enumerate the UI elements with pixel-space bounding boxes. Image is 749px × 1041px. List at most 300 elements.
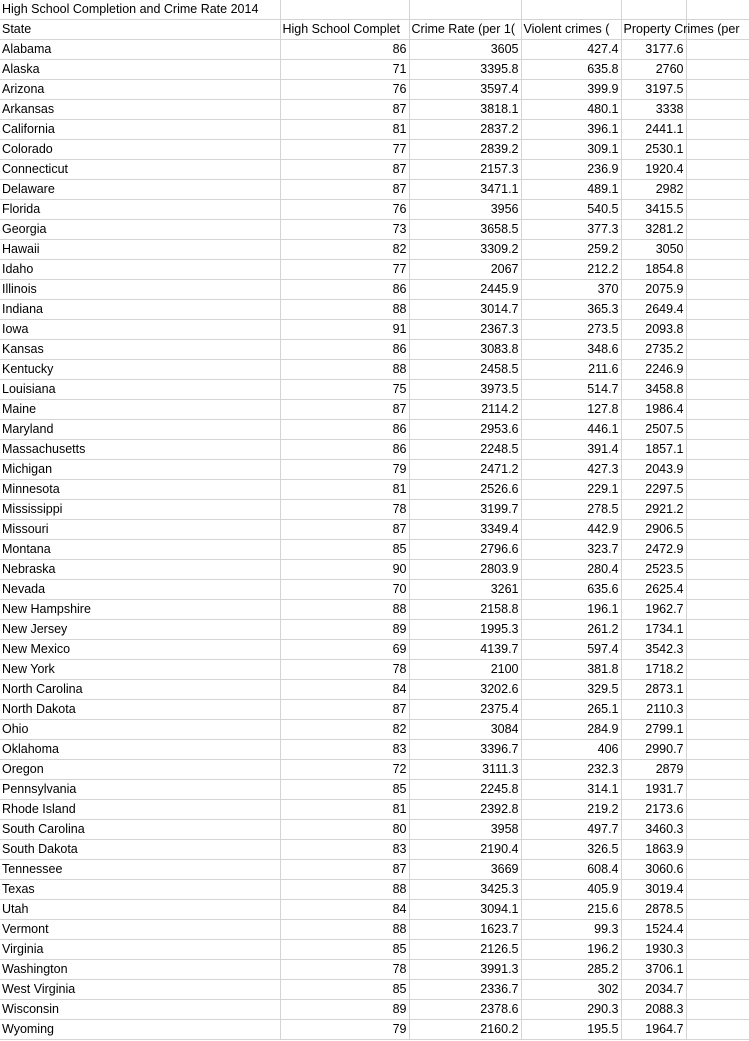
state-cell[interactable]: Texas bbox=[0, 880, 280, 900]
empty-cell[interactable] bbox=[686, 440, 749, 460]
empty-cell[interactable] bbox=[686, 960, 749, 980]
completion-cell[interactable]: 88 bbox=[280, 600, 409, 620]
empty-cell[interactable] bbox=[686, 40, 749, 60]
violent-crimes-cell[interactable]: 365.3 bbox=[521, 300, 621, 320]
state-cell[interactable]: Delaware bbox=[0, 180, 280, 200]
state-cell[interactable]: Rhode Island bbox=[0, 800, 280, 820]
crime-rate-cell[interactable]: 3094.1 bbox=[409, 900, 521, 920]
violent-crimes-cell[interactable]: 348.6 bbox=[521, 340, 621, 360]
violent-crimes-cell[interactable]: 265.1 bbox=[521, 700, 621, 720]
empty-cell[interactable] bbox=[686, 220, 749, 240]
violent-crimes-cell[interactable]: 290.3 bbox=[521, 1000, 621, 1020]
crime-rate-cell[interactable]: 1623.7 bbox=[409, 920, 521, 940]
empty-cell[interactable] bbox=[686, 620, 749, 640]
property-crimes-cell[interactable]: 3338 bbox=[621, 100, 686, 120]
empty-cell[interactable] bbox=[686, 940, 749, 960]
violent-crimes-cell[interactable]: 377.3 bbox=[521, 220, 621, 240]
completion-cell[interactable]: 81 bbox=[280, 480, 409, 500]
violent-crimes-cell[interactable]: 236.9 bbox=[521, 160, 621, 180]
completion-cell[interactable]: 86 bbox=[280, 340, 409, 360]
crime-rate-cell[interactable]: 3956 bbox=[409, 200, 521, 220]
property-crimes-cell[interactable]: 2088.3 bbox=[621, 1000, 686, 1020]
violent-crimes-cell[interactable]: 381.8 bbox=[521, 660, 621, 680]
property-crimes-cell[interactable]: 3458.8 bbox=[621, 380, 686, 400]
property-crimes-cell[interactable]: 2043.9 bbox=[621, 460, 686, 480]
empty-cell[interactable] bbox=[686, 340, 749, 360]
completion-cell[interactable]: 83 bbox=[280, 840, 409, 860]
empty-cell[interactable] bbox=[686, 700, 749, 720]
empty-cell[interactable] bbox=[686, 460, 749, 480]
empty-cell[interactable] bbox=[409, 0, 521, 20]
state-cell[interactable]: Vermont bbox=[0, 920, 280, 940]
completion-cell[interactable]: 91 bbox=[280, 320, 409, 340]
state-cell[interactable]: North Dakota bbox=[0, 700, 280, 720]
completion-cell[interactable]: 87 bbox=[280, 520, 409, 540]
crime-rate-cell[interactable]: 2067 bbox=[409, 260, 521, 280]
state-cell[interactable]: Colorado bbox=[0, 140, 280, 160]
property-crimes-cell[interactable]: 3177.6 bbox=[621, 40, 686, 60]
empty-cell[interactable] bbox=[686, 980, 749, 1000]
crime-rate-cell[interactable]: 2248.5 bbox=[409, 440, 521, 460]
state-cell[interactable]: South Dakota bbox=[0, 840, 280, 860]
completion-cell[interactable]: 87 bbox=[280, 160, 409, 180]
crime-rate-cell[interactable]: 2100 bbox=[409, 660, 521, 680]
property-crimes-cell[interactable]: 1863.9 bbox=[621, 840, 686, 860]
empty-cell[interactable] bbox=[686, 760, 749, 780]
completion-cell[interactable]: 88 bbox=[280, 300, 409, 320]
crime-rate-cell[interactable]: 2445.9 bbox=[409, 280, 521, 300]
violent-crimes-cell[interactable]: 597.4 bbox=[521, 640, 621, 660]
property-crimes-cell[interactable]: 3019.4 bbox=[621, 880, 686, 900]
state-cell[interactable]: North Carolina bbox=[0, 680, 280, 700]
property-crimes-cell[interactable]: 2110.3 bbox=[621, 700, 686, 720]
completion-cell[interactable]: 86 bbox=[280, 40, 409, 60]
completion-cell[interactable]: 85 bbox=[280, 980, 409, 1000]
state-cell[interactable]: Alabama bbox=[0, 40, 280, 60]
violent-crimes-cell[interactable]: 326.5 bbox=[521, 840, 621, 860]
crime-rate-cell[interactable]: 3658.5 bbox=[409, 220, 521, 240]
state-cell[interactable]: Massachusetts bbox=[0, 440, 280, 460]
empty-cell[interactable] bbox=[686, 200, 749, 220]
property-crimes-cell[interactable]: 3281.2 bbox=[621, 220, 686, 240]
property-crimes-cell[interactable]: 2760 bbox=[621, 60, 686, 80]
state-cell[interactable]: Louisiana bbox=[0, 380, 280, 400]
state-cell[interactable]: Ohio bbox=[0, 720, 280, 740]
empty-cell[interactable] bbox=[686, 280, 749, 300]
state-cell[interactable]: Mississippi bbox=[0, 500, 280, 520]
empty-cell[interactable] bbox=[686, 240, 749, 260]
empty-cell[interactable] bbox=[686, 800, 749, 820]
empty-cell[interactable] bbox=[686, 900, 749, 920]
state-cell[interactable]: New York bbox=[0, 660, 280, 680]
crime-rate-cell[interactable]: 3261 bbox=[409, 580, 521, 600]
state-cell[interactable]: Michigan bbox=[0, 460, 280, 480]
property-crimes-cell[interactable]: 2799.1 bbox=[621, 720, 686, 740]
state-cell[interactable]: Arkansas bbox=[0, 100, 280, 120]
violent-crimes-cell[interactable]: 215.6 bbox=[521, 900, 621, 920]
completion-cell[interactable]: 72 bbox=[280, 760, 409, 780]
crime-rate-cell[interactable]: 1995.3 bbox=[409, 620, 521, 640]
empty-cell[interactable] bbox=[686, 100, 749, 120]
sheet-title-cell[interactable]: High School Completion and Crime Rate 2014 bbox=[0, 0, 280, 20]
crime-rate-cell[interactable]: 3395.8 bbox=[409, 60, 521, 80]
crime-rate-cell[interactable]: 2526.6 bbox=[409, 480, 521, 500]
violent-crimes-cell[interactable]: 285.2 bbox=[521, 960, 621, 980]
completion-cell[interactable]: 89 bbox=[280, 1000, 409, 1020]
crime-rate-cell[interactable]: 3425.3 bbox=[409, 880, 521, 900]
state-cell[interactable]: Utah bbox=[0, 900, 280, 920]
crime-rate-cell[interactable]: 2839.2 bbox=[409, 140, 521, 160]
empty-cell[interactable] bbox=[621, 0, 686, 20]
completion-cell[interactable]: 89 bbox=[280, 620, 409, 640]
crime-rate-cell[interactable]: 2392.8 bbox=[409, 800, 521, 820]
property-crimes-cell[interactable]: 1718.2 bbox=[621, 660, 686, 680]
property-crimes-cell[interactable]: 1986.4 bbox=[621, 400, 686, 420]
crime-rate-cell[interactable]: 3958 bbox=[409, 820, 521, 840]
crime-rate-cell[interactable]: 3597.4 bbox=[409, 80, 521, 100]
state-cell[interactable]: Minnesota bbox=[0, 480, 280, 500]
violent-crimes-cell[interactable]: 608.4 bbox=[521, 860, 621, 880]
state-cell[interactable]: New Jersey bbox=[0, 620, 280, 640]
violent-crimes-cell[interactable]: 261.2 bbox=[521, 620, 621, 640]
crime-rate-cell[interactable]: 2336.7 bbox=[409, 980, 521, 1000]
crime-rate-cell[interactable]: 3111.3 bbox=[409, 760, 521, 780]
violent-crimes-cell[interactable]: 514.7 bbox=[521, 380, 621, 400]
property-crimes-cell[interactable]: 2990.7 bbox=[621, 740, 686, 760]
violent-crimes-cell[interactable]: 196.1 bbox=[521, 600, 621, 620]
property-crimes-cell[interactable]: 2906.5 bbox=[621, 520, 686, 540]
header-cell-property[interactable]: Property Crimes (per bbox=[621, 20, 686, 40]
state-cell[interactable]: Missouri bbox=[0, 520, 280, 540]
crime-rate-cell[interactable]: 3471.1 bbox=[409, 180, 521, 200]
crime-rate-cell[interactable]: 2837.2 bbox=[409, 120, 521, 140]
completion-cell[interactable]: 84 bbox=[280, 900, 409, 920]
property-crimes-cell[interactable]: 2530.1 bbox=[621, 140, 686, 160]
violent-crimes-cell[interactable]: 329.5 bbox=[521, 680, 621, 700]
property-crimes-cell[interactable]: 1962.7 bbox=[621, 600, 686, 620]
empty-cell[interactable] bbox=[686, 540, 749, 560]
crime-rate-cell[interactable]: 2190.4 bbox=[409, 840, 521, 860]
state-cell[interactable]: Indiana bbox=[0, 300, 280, 320]
state-cell[interactable]: Georgia bbox=[0, 220, 280, 240]
completion-cell[interactable]: 70 bbox=[280, 580, 409, 600]
empty-cell[interactable] bbox=[686, 820, 749, 840]
property-crimes-cell[interactable]: 3197.5 bbox=[621, 80, 686, 100]
violent-crimes-cell[interactable]: 370 bbox=[521, 280, 621, 300]
crime-rate-cell[interactable]: 2796.6 bbox=[409, 540, 521, 560]
violent-crimes-cell[interactable]: 259.2 bbox=[521, 240, 621, 260]
violent-crimes-cell[interactable]: 323.7 bbox=[521, 540, 621, 560]
completion-cell[interactable]: 87 bbox=[280, 860, 409, 880]
empty-cell[interactable] bbox=[686, 360, 749, 380]
property-crimes-cell[interactable]: 2921.2 bbox=[621, 500, 686, 520]
completion-cell[interactable]: 81 bbox=[280, 800, 409, 820]
crime-rate-cell[interactable]: 3991.3 bbox=[409, 960, 521, 980]
state-cell[interactable]: Iowa bbox=[0, 320, 280, 340]
violent-crimes-cell[interactable]: 212.2 bbox=[521, 260, 621, 280]
violent-crimes-cell[interactable]: 302 bbox=[521, 980, 621, 1000]
property-crimes-cell[interactable]: 2735.2 bbox=[621, 340, 686, 360]
state-cell[interactable]: West Virginia bbox=[0, 980, 280, 1000]
property-crimes-cell[interactable]: 3050 bbox=[621, 240, 686, 260]
completion-cell[interactable]: 77 bbox=[280, 260, 409, 280]
violent-crimes-cell[interactable]: 442.9 bbox=[521, 520, 621, 540]
empty-cell[interactable] bbox=[686, 640, 749, 660]
completion-cell[interactable]: 81 bbox=[280, 120, 409, 140]
completion-cell[interactable]: 87 bbox=[280, 180, 409, 200]
crime-rate-cell[interactable]: 2803.9 bbox=[409, 560, 521, 580]
state-cell[interactable]: Maryland bbox=[0, 420, 280, 440]
property-crimes-cell[interactable]: 1734.1 bbox=[621, 620, 686, 640]
state-cell[interactable]: Kentucky bbox=[0, 360, 280, 380]
empty-cell[interactable] bbox=[686, 120, 749, 140]
violent-crimes-cell[interactable]: 127.8 bbox=[521, 400, 621, 420]
property-crimes-cell[interactable]: 1964.7 bbox=[621, 1020, 686, 1040]
empty-cell[interactable] bbox=[686, 420, 749, 440]
empty-cell[interactable] bbox=[686, 560, 749, 580]
completion-cell[interactable]: 79 bbox=[280, 460, 409, 480]
completion-cell[interactable]: 77 bbox=[280, 140, 409, 160]
violent-crimes-cell[interactable]: 314.1 bbox=[521, 780, 621, 800]
property-crimes-cell[interactable]: 3542.3 bbox=[621, 640, 686, 660]
property-crimes-cell[interactable]: 1931.7 bbox=[621, 780, 686, 800]
violent-crimes-cell[interactable]: 309.1 bbox=[521, 140, 621, 160]
crime-rate-cell[interactable]: 2160.2 bbox=[409, 1020, 521, 1040]
crime-rate-cell[interactable]: 3349.4 bbox=[409, 520, 521, 540]
violent-crimes-cell[interactable]: 540.5 bbox=[521, 200, 621, 220]
violent-crimes-cell[interactable]: 280.4 bbox=[521, 560, 621, 580]
completion-cell[interactable]: 71 bbox=[280, 60, 409, 80]
state-cell[interactable]: Connecticut bbox=[0, 160, 280, 180]
empty-cell[interactable] bbox=[686, 840, 749, 860]
violent-crimes-cell[interactable]: 196.2 bbox=[521, 940, 621, 960]
violent-crimes-cell[interactable]: 284.9 bbox=[521, 720, 621, 740]
violent-crimes-cell[interactable]: 396.1 bbox=[521, 120, 621, 140]
property-crimes-cell[interactable]: 3460.3 bbox=[621, 820, 686, 840]
state-cell[interactable]: Virginia bbox=[0, 940, 280, 960]
property-crimes-cell[interactable]: 2625.4 bbox=[621, 580, 686, 600]
violent-crimes-cell[interactable]: 391.4 bbox=[521, 440, 621, 460]
state-cell[interactable]: Pennsylvania bbox=[0, 780, 280, 800]
completion-cell[interactable]: 88 bbox=[280, 360, 409, 380]
state-cell[interactable]: Oklahoma bbox=[0, 740, 280, 760]
property-crimes-cell[interactable]: 2649.4 bbox=[621, 300, 686, 320]
state-cell[interactable]: Kansas bbox=[0, 340, 280, 360]
violent-crimes-cell[interactable]: 480.1 bbox=[521, 100, 621, 120]
empty-cell[interactable] bbox=[686, 520, 749, 540]
completion-cell[interactable]: 78 bbox=[280, 660, 409, 680]
property-crimes-cell[interactable]: 2507.5 bbox=[621, 420, 686, 440]
violent-crimes-cell[interactable]: 278.5 bbox=[521, 500, 621, 520]
property-crimes-cell[interactable]: 2246.9 bbox=[621, 360, 686, 380]
completion-cell[interactable]: 79 bbox=[280, 1020, 409, 1040]
completion-cell[interactable]: 90 bbox=[280, 560, 409, 580]
empty-cell[interactable] bbox=[280, 0, 409, 20]
state-cell[interactable]: Illinois bbox=[0, 280, 280, 300]
violent-crimes-cell[interactable]: 406 bbox=[521, 740, 621, 760]
crime-rate-cell[interactable]: 2378.6 bbox=[409, 1000, 521, 1020]
empty-cell[interactable] bbox=[686, 880, 749, 900]
completion-cell[interactable]: 83 bbox=[280, 740, 409, 760]
empty-cell[interactable] bbox=[686, 0, 749, 20]
empty-cell[interactable] bbox=[686, 780, 749, 800]
property-crimes-cell[interactable]: 2297.5 bbox=[621, 480, 686, 500]
empty-cell[interactable] bbox=[686, 400, 749, 420]
crime-rate-cell[interactable]: 2471.2 bbox=[409, 460, 521, 480]
violent-crimes-cell[interactable]: 195.5 bbox=[521, 1020, 621, 1040]
state-cell[interactable]: New Mexico bbox=[0, 640, 280, 660]
completion-cell[interactable]: 82 bbox=[280, 240, 409, 260]
property-crimes-cell[interactable]: 2173.6 bbox=[621, 800, 686, 820]
violent-crimes-cell[interactable]: 399.9 bbox=[521, 80, 621, 100]
empty-cell[interactable] bbox=[686, 920, 749, 940]
empty-cell[interactable] bbox=[686, 140, 749, 160]
header-cell-crime-rate[interactable]: Crime Rate (per 1( bbox=[409, 20, 521, 40]
completion-cell[interactable]: 87 bbox=[280, 700, 409, 720]
violent-crimes-cell[interactable]: 273.5 bbox=[521, 320, 621, 340]
empty-cell[interactable] bbox=[686, 180, 749, 200]
completion-cell[interactable]: 69 bbox=[280, 640, 409, 660]
violent-crimes-cell[interactable]: 229.1 bbox=[521, 480, 621, 500]
crime-rate-cell[interactable]: 2157.3 bbox=[409, 160, 521, 180]
crime-rate-cell[interactable]: 2375.4 bbox=[409, 700, 521, 720]
property-crimes-cell[interactable]: 2878.5 bbox=[621, 900, 686, 920]
empty-cell[interactable] bbox=[686, 580, 749, 600]
violent-crimes-cell[interactable]: 446.1 bbox=[521, 420, 621, 440]
completion-cell[interactable]: 87 bbox=[280, 400, 409, 420]
state-cell[interactable]: Florida bbox=[0, 200, 280, 220]
completion-cell[interactable]: 80 bbox=[280, 820, 409, 840]
empty-cell[interactable] bbox=[686, 60, 749, 80]
completion-cell[interactable]: 86 bbox=[280, 280, 409, 300]
completion-cell[interactable]: 78 bbox=[280, 960, 409, 980]
empty-cell[interactable] bbox=[686, 680, 749, 700]
state-cell[interactable]: Maine bbox=[0, 400, 280, 420]
state-cell[interactable]: Hawaii bbox=[0, 240, 280, 260]
property-crimes-cell[interactable]: 3415.5 bbox=[621, 200, 686, 220]
property-crimes-cell[interactable]: 2472.9 bbox=[621, 540, 686, 560]
empty-cell[interactable] bbox=[686, 720, 749, 740]
empty-cell[interactable] bbox=[686, 480, 749, 500]
crime-rate-cell[interactable]: 2126.5 bbox=[409, 940, 521, 960]
empty-cell[interactable] bbox=[686, 500, 749, 520]
violent-crimes-cell[interactable]: 635.6 bbox=[521, 580, 621, 600]
crime-rate-cell[interactable]: 2158.8 bbox=[409, 600, 521, 620]
crime-rate-cell[interactable]: 3396.7 bbox=[409, 740, 521, 760]
state-cell[interactable]: South Carolina bbox=[0, 820, 280, 840]
crime-rate-cell[interactable]: 3818.1 bbox=[409, 100, 521, 120]
completion-cell[interactable]: 85 bbox=[280, 780, 409, 800]
crime-rate-cell[interactable]: 3202.6 bbox=[409, 680, 521, 700]
empty-cell[interactable] bbox=[686, 860, 749, 880]
empty-cell[interactable] bbox=[686, 740, 749, 760]
property-crimes-cell[interactable]: 2093.8 bbox=[621, 320, 686, 340]
violent-crimes-cell[interactable]: 99.3 bbox=[521, 920, 621, 940]
property-crimes-cell[interactable]: 1854.8 bbox=[621, 260, 686, 280]
violent-crimes-cell[interactable]: 489.1 bbox=[521, 180, 621, 200]
property-crimes-cell[interactable]: 2034.7 bbox=[621, 980, 686, 1000]
state-cell[interactable]: Tennessee bbox=[0, 860, 280, 880]
violent-crimes-cell[interactable]: 232.3 bbox=[521, 760, 621, 780]
property-crimes-cell[interactable]: 1930.3 bbox=[621, 940, 686, 960]
violent-crimes-cell[interactable]: 497.7 bbox=[521, 820, 621, 840]
crime-rate-cell[interactable]: 3083.8 bbox=[409, 340, 521, 360]
property-crimes-cell[interactable]: 2523.5 bbox=[621, 560, 686, 580]
violent-crimes-cell[interactable]: 405.9 bbox=[521, 880, 621, 900]
state-cell[interactable]: Nebraska bbox=[0, 560, 280, 580]
property-crimes-cell[interactable]: 3060.6 bbox=[621, 860, 686, 880]
crime-rate-cell[interactable]: 3014.7 bbox=[409, 300, 521, 320]
empty-cell[interactable] bbox=[686, 660, 749, 680]
property-crimes-cell[interactable]: 2441.1 bbox=[621, 120, 686, 140]
crime-rate-cell[interactable]: 3309.2 bbox=[409, 240, 521, 260]
empty-cell[interactable] bbox=[521, 0, 621, 20]
crime-rate-cell[interactable]: 3605 bbox=[409, 40, 521, 60]
property-crimes-cell[interactable]: 1857.1 bbox=[621, 440, 686, 460]
state-cell[interactable]: Alaska bbox=[0, 60, 280, 80]
violent-crimes-cell[interactable]: 219.2 bbox=[521, 800, 621, 820]
state-cell[interactable]: Washington bbox=[0, 960, 280, 980]
property-crimes-cell[interactable]: 1524.4 bbox=[621, 920, 686, 940]
header-cell-state[interactable]: State bbox=[0, 20, 280, 40]
crime-rate-cell[interactable]: 3199.7 bbox=[409, 500, 521, 520]
crime-rate-cell[interactable]: 2245.8 bbox=[409, 780, 521, 800]
header-cell-violent[interactable]: Violent crimes ( bbox=[521, 20, 621, 40]
completion-cell[interactable]: 76 bbox=[280, 200, 409, 220]
property-crimes-cell[interactable]: 2982 bbox=[621, 180, 686, 200]
state-cell[interactable]: Oregon bbox=[0, 760, 280, 780]
completion-cell[interactable]: 88 bbox=[280, 920, 409, 940]
violent-crimes-cell[interactable]: 211.6 bbox=[521, 360, 621, 380]
completion-cell[interactable]: 88 bbox=[280, 880, 409, 900]
completion-cell[interactable]: 76 bbox=[280, 80, 409, 100]
crime-rate-cell[interactable]: 2367.3 bbox=[409, 320, 521, 340]
state-cell[interactable]: California bbox=[0, 120, 280, 140]
property-crimes-cell[interactable]: 3706.1 bbox=[621, 960, 686, 980]
empty-cell[interactable] bbox=[686, 260, 749, 280]
completion-cell[interactable]: 86 bbox=[280, 440, 409, 460]
completion-cell[interactable]: 85 bbox=[280, 940, 409, 960]
empty-cell[interactable] bbox=[686, 300, 749, 320]
empty-cell[interactable] bbox=[686, 600, 749, 620]
property-crimes-cell[interactable]: 2075.9 bbox=[621, 280, 686, 300]
violent-crimes-cell[interactable]: 427.4 bbox=[521, 40, 621, 60]
empty-cell[interactable] bbox=[686, 380, 749, 400]
crime-rate-cell[interactable]: 3973.5 bbox=[409, 380, 521, 400]
completion-cell[interactable]: 86 bbox=[280, 420, 409, 440]
state-cell[interactable]: Arizona bbox=[0, 80, 280, 100]
crime-rate-cell[interactable]: 2114.2 bbox=[409, 400, 521, 420]
crime-rate-cell[interactable]: 2953.6 bbox=[409, 420, 521, 440]
completion-cell[interactable]: 73 bbox=[280, 220, 409, 240]
empty-cell[interactable] bbox=[686, 1020, 749, 1040]
crime-rate-cell[interactable]: 4139.7 bbox=[409, 640, 521, 660]
completion-cell[interactable]: 78 bbox=[280, 500, 409, 520]
state-cell[interactable]: Montana bbox=[0, 540, 280, 560]
crime-rate-cell[interactable]: 3084 bbox=[409, 720, 521, 740]
property-crimes-cell[interactable]: 2873.1 bbox=[621, 680, 686, 700]
completion-cell[interactable]: 82 bbox=[280, 720, 409, 740]
empty-cell[interactable] bbox=[686, 1000, 749, 1020]
state-cell[interactable]: Nevada bbox=[0, 580, 280, 600]
state-cell[interactable]: New Hampshire bbox=[0, 600, 280, 620]
state-cell[interactable]: Idaho bbox=[0, 260, 280, 280]
completion-cell[interactable]: 85 bbox=[280, 540, 409, 560]
crime-rate-cell[interactable]: 3669 bbox=[409, 860, 521, 880]
completion-cell[interactable]: 75 bbox=[280, 380, 409, 400]
property-crimes-cell[interactable]: 2879 bbox=[621, 760, 686, 780]
property-crimes-cell[interactable]: 1920.4 bbox=[621, 160, 686, 180]
